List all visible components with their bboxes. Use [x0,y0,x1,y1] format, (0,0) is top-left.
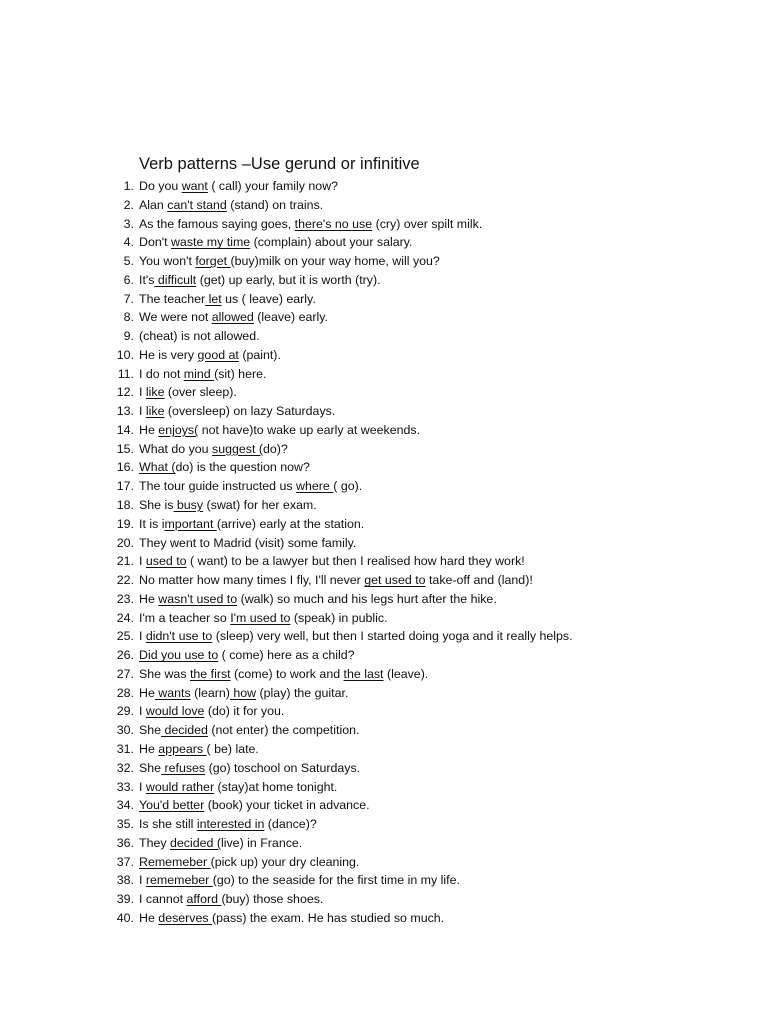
list-item [110,796,750,815]
list-item [110,458,750,477]
list-item [110,740,750,759]
plain-text: (arrive) early at the station. [216,516,365,531]
item-text [139,365,266,384]
underlined-phrase: suggest ( [212,441,263,456]
item-number: 29. [116,704,134,719]
item-text [139,346,281,365]
item-number: 21. [116,554,134,569]
list-item [110,177,750,196]
list-item [110,402,750,421]
item-text [139,740,259,759]
plain-text: ( be) late. [206,741,259,756]
item-number: 7. [123,291,134,306]
plain-text: (speak) in public. [290,610,388,625]
plain-text: He is very [139,347,198,362]
item-text [139,890,323,909]
plain-text: They [139,835,170,850]
item-text [139,252,440,271]
plain-text: (pass) the exam. He has studied so much. [212,910,445,925]
plain-text: (buy) those shoes. [221,892,324,907]
item-text [139,853,359,872]
plain-text: I [139,554,146,569]
item-number: 26. [116,648,134,663]
item-number: 4. [123,235,134,250]
item-text [139,515,364,534]
underlined-phrase: What ( [139,460,176,475]
underlined-phrase: Rememeber [139,854,211,869]
underlined-phrase: busy [173,498,204,513]
item-text [139,177,338,196]
plain-text: (stay)at home tonight. [214,779,338,794]
plain-text: (get) up early, but it is worth (try). [196,272,381,287]
plain-text: Don't [139,235,171,250]
item-number: 38. [116,873,134,888]
item-number: 30. [116,723,134,738]
underlined-phrase: didn't use to [145,629,213,644]
underlined-phrase: where [296,479,334,494]
plain-text: (dance)? [264,817,317,832]
plain-text: (learn) [190,685,230,700]
list-item [110,365,750,384]
list-item [110,609,750,628]
plain-text: She [139,723,162,738]
underlined-phrase: interested in [196,817,265,832]
plain-text: No matter how many times I fly, I'll never [139,573,365,588]
list-item [110,233,750,252]
item-text [139,421,420,440]
underlined-phrase: appears [158,741,207,756]
plain-text: (do) it for you. [204,704,285,719]
item-text [139,759,360,778]
underlined-phrase: forget [195,254,231,269]
item-text [139,834,302,853]
list-item [110,346,750,365]
plain-text: (pick up) your dry cleaning. [210,854,360,869]
list-item [110,665,750,684]
list-item [110,909,750,928]
item-text [139,590,497,609]
plain-text: (go) toschool on Saturdays. [205,760,361,775]
item-text [139,627,573,646]
list-item [110,571,750,590]
plain-text: You won't [139,254,196,269]
plain-text: What do you [139,441,213,456]
plain-text: It's [139,272,155,287]
list-item [110,271,750,290]
item-number: 22. [116,573,134,588]
plain-text: do)? [262,441,288,456]
plain-text: She [139,760,162,775]
item-text [139,552,525,571]
exercise-list [110,177,750,928]
item-number: 8. [123,310,134,325]
plain-text: It is i [139,516,165,531]
item-number: 11. [117,366,134,381]
plain-text: (oversleep) on lazy Saturdays. [164,404,336,419]
plain-text: (swat) for her exam. [203,498,317,513]
list-item [110,327,750,346]
plain-text: ( come) here as a child? [218,648,355,663]
list-item [110,421,750,440]
plain-text: The teacher [139,291,206,306]
underlined-phrase: decided ( [170,835,221,850]
item-text [139,458,310,477]
plain-text: I [139,385,146,400]
item-text [139,477,362,496]
item-number: 6. [123,272,134,287]
list-item [110,440,750,459]
plain-text: (come) to work and [230,666,344,681]
list-item [110,534,750,553]
plain-text: The tour guide instructed us [139,479,297,494]
underlined-phrase: would rather [145,779,215,794]
list-item [110,834,750,853]
plain-text: live) in France. [220,835,303,850]
underlined-phrase: wasn't used to [158,591,238,606]
underlined-phrase: refuses [161,760,206,775]
underlined-phrase: mportant [164,516,217,531]
plain-text: not have)to wake up early at weekends. [198,422,421,437]
item-number: 17. [116,479,134,494]
underlined-phrase: rememeber [145,873,213,888]
plain-text: ( go). [333,479,363,494]
underlined-phrase: used to [145,554,187,569]
plain-text: (stand) on trains. [226,197,324,212]
list-item [110,759,750,778]
plain-text: (book) your ticket in advance. [204,798,370,813]
item-text [139,702,284,721]
underlined-phrase: the last [343,666,384,681]
list-item [110,552,750,571]
plain-text: (over sleep). [164,385,237,400]
item-number: 19. [116,516,134,531]
underlined-phrase: decided [161,723,208,738]
plain-text: (play) the guitar. [256,685,349,700]
item-text [139,796,370,815]
underlined-phrase: like [145,385,165,400]
plain-text: (paint). [238,347,281,362]
item-text [139,815,317,834]
plain-text: I'm a teacher so [139,610,231,625]
plain-text: He [139,910,159,925]
item-text [139,215,482,234]
list-item [110,215,750,234]
item-number: 23. [116,591,134,606]
list-item [110,515,750,534]
item-text [139,684,348,703]
underlined-phrase: difficult [154,272,197,287]
item-text [139,233,412,252]
plain-text: ( call) your family now? [207,179,339,193]
list-item [110,815,750,834]
underlined-phrase: let [205,291,222,306]
item-number: 13. [116,404,134,419]
item-text [139,496,317,515]
document-title: Verb patterns –Use gerund or infinitive [139,155,420,173]
item-text [139,571,533,590]
plain-text: We were not [139,310,212,325]
item-text [139,609,388,628]
plain-text: Do you [139,179,182,193]
item-number: 10. [116,347,134,362]
plain-text: us ( leave) early. [221,291,316,306]
item-number: 37. [116,854,134,869]
item-number: 2. [123,197,134,212]
plain-text: He [139,591,159,606]
underlined-phrase: like [145,404,165,419]
plain-text: (buy)milk on your way home, will you? [230,254,440,269]
underlined-phrase: waste my time [170,235,251,250]
item-text [139,871,460,890]
underlined-phrase: good at [197,347,239,362]
plain-text: take-off and (land)! [425,573,533,588]
plain-text: I [139,873,146,888]
plain-text: (sit) here. [214,366,267,381]
plain-text: Is she still [139,817,197,832]
item-number: 32. [116,760,134,775]
plain-text: He [139,741,159,756]
item-number: 16. [116,460,134,475]
item-number: 33. [116,779,134,794]
plain-text: I [139,629,146,644]
item-number: 9. [123,329,134,344]
underlined-phrase: wants [154,685,191,700]
underlined-phrase: how [229,685,257,700]
item-text [139,778,337,797]
underlined-phrase: want [181,179,208,193]
underlined-phrase: would love [145,704,205,719]
list-item [110,721,750,740]
list-item [110,890,750,909]
underlined-phrase: afford [186,892,222,907]
list-item [110,627,750,646]
plain-text: They went to Madrid (visit) some family. [139,535,357,550]
list-item [110,308,750,327]
item-number: 39. [116,892,134,907]
list-item [110,646,750,665]
item-text [139,196,323,215]
item-text [139,909,444,928]
plain-text: I [139,404,146,419]
underlined-phrase: deserves [158,910,213,925]
list-item [110,702,750,721]
plain-text: (go) to the seaside for the first time in my life. [212,873,460,888]
list-item [110,853,750,872]
plain-text: I do not [139,366,184,381]
underlined-phrase: Did you use to [139,648,219,663]
plain-text: He [139,422,159,437]
list-item [110,477,750,496]
plain-text: (complain) about your salary. [250,235,413,250]
plain-text: (cry) over spilt milk. [372,216,483,231]
item-text [139,440,288,459]
plain-text: I cannot [139,892,187,907]
plain-text: As the famous saying goes, [139,216,295,231]
plain-text: (walk) so much and his legs hurt after the hike. [237,591,497,606]
plain-text: (sleep) very well, but then I started doing yoga and it really helps. [212,629,573,644]
item-number: 36. [116,835,134,850]
item-text [139,308,328,327]
item-number: 28. [116,685,134,700]
item-text [139,327,260,346]
item-text [139,665,428,684]
underlined-phrase: You'd better [139,798,205,813]
plain-text: (leave). [383,666,429,681]
plain-text: I [139,704,146,719]
plain-text: Alan [139,197,168,212]
item-text [139,290,316,309]
underlined-phrase: can't stand [167,197,227,212]
item-number: 24. [116,610,134,625]
item-number: 31. [116,741,134,756]
plain-text: I [139,779,146,794]
list-item [110,778,750,797]
item-text [139,402,335,421]
list-item [110,252,750,271]
plain-text: She is [139,498,174,513]
item-number: 25. [116,629,134,644]
item-number: 35. [116,817,134,832]
item-number: 27. [116,666,134,681]
plain-text: She was [139,666,190,681]
item-number: 18. [116,498,134,513]
item-text [139,534,356,553]
underlined-phrase: mind [183,366,215,381]
item-number: 20. [116,535,134,550]
list-item [110,590,750,609]
underlined-phrase: I'm used to [230,610,291,625]
item-number: 3. [123,216,134,231]
plain-text: (leave) early. [253,310,328,325]
list-item [110,871,750,890]
item-number: 5. [123,254,134,269]
item-text [139,271,381,290]
plain-text: He [139,685,155,700]
list-item [110,290,750,309]
underlined-phrase: enjoys( [158,422,199,437]
item-number: 14. [116,422,134,437]
underlined-phrase: the first [189,666,231,681]
plain-text: (cheat) is not allowed. [139,329,260,344]
item-number: 34. [116,798,134,813]
item-text [139,646,355,665]
item-number: 15. [116,441,134,456]
plain-text: ( want) to be a lawyer but then I realised how hard they work! [186,554,525,569]
underlined-phrase: there's no use [294,216,373,231]
item-text [139,383,237,402]
item-text [139,721,359,740]
list-item [110,684,750,703]
list-item [110,196,750,215]
underlined-phrase: allowed [211,310,254,325]
plain-text: do) is the question now? [175,460,310,475]
item-number: 12. [116,385,134,400]
list-item [110,383,750,402]
underlined-phrase: get used to [364,573,426,588]
list-item [110,496,750,515]
item-number: 1. [123,179,134,193]
plain-text: (not enter) the competition. [207,723,360,738]
item-number: 40. [116,910,134,925]
